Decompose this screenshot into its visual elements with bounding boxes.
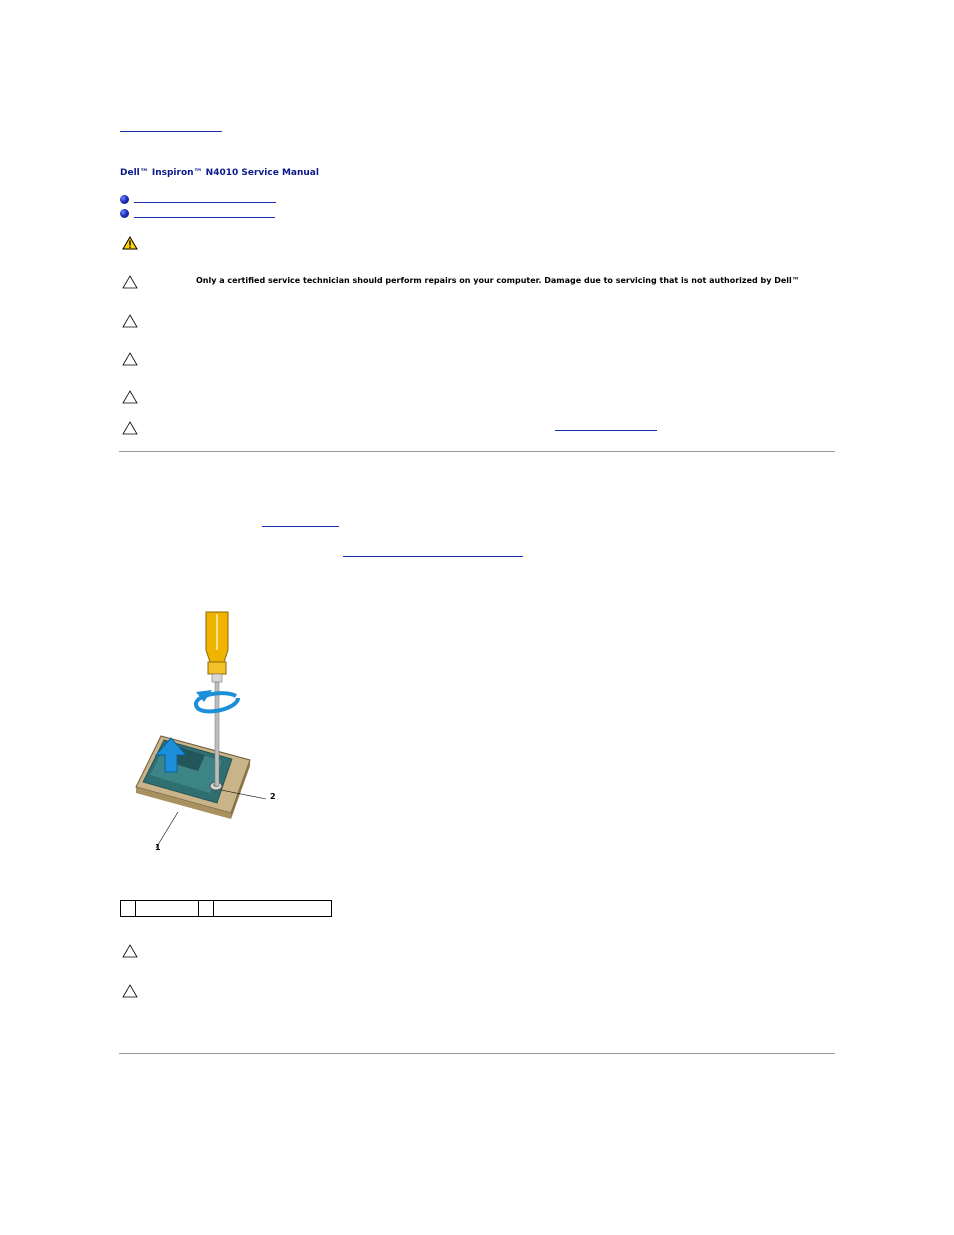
caution-triangle-icon — [122, 984, 138, 998]
caution-triangle-icon — [122, 421, 138, 435]
section-divider — [119, 451, 835, 452]
callout-1: 1 — [155, 843, 161, 852]
callout-legend-table — [120, 900, 332, 917]
before-you-begin-link[interactable] — [555, 430, 657, 431]
warning-triangle-icon — [122, 236, 138, 250]
table-row — [121, 901, 332, 917]
table-cell — [136, 901, 199, 917]
caution-triangle-icon — [122, 944, 138, 958]
bullet-icon — [120, 209, 129, 218]
procedure-link-1[interactable] — [262, 526, 339, 527]
table-cell — [121, 901, 136, 917]
table-cell — [199, 901, 214, 917]
caution-triangle-icon — [122, 390, 138, 404]
processor-removal-illustration — [120, 610, 290, 860]
bullet-icon — [120, 195, 129, 204]
toc-link-removing[interactable] — [134, 202, 276, 203]
procedure-link-2[interactable] — [343, 556, 523, 557]
page-title: Dell™ Inspiron™ N4010 Service Manual — [120, 168, 319, 178]
section-divider — [119, 1053, 835, 1054]
toc-link-replacing[interactable] — [134, 217, 275, 218]
caution-triangle-icon — [122, 275, 138, 289]
back-to-contents-link[interactable] — [120, 131, 222, 132]
caution-triangle-icon — [122, 352, 138, 366]
caution-triangle-icon — [122, 314, 138, 328]
table-cell — [214, 901, 332, 917]
callout-2: 2 — [270, 792, 276, 801]
caution-text-certified-technician: Only a certified service technician should perform repairs on your computer. Damage due to servicing that is not authorized by Dell™ — [196, 276, 800, 285]
